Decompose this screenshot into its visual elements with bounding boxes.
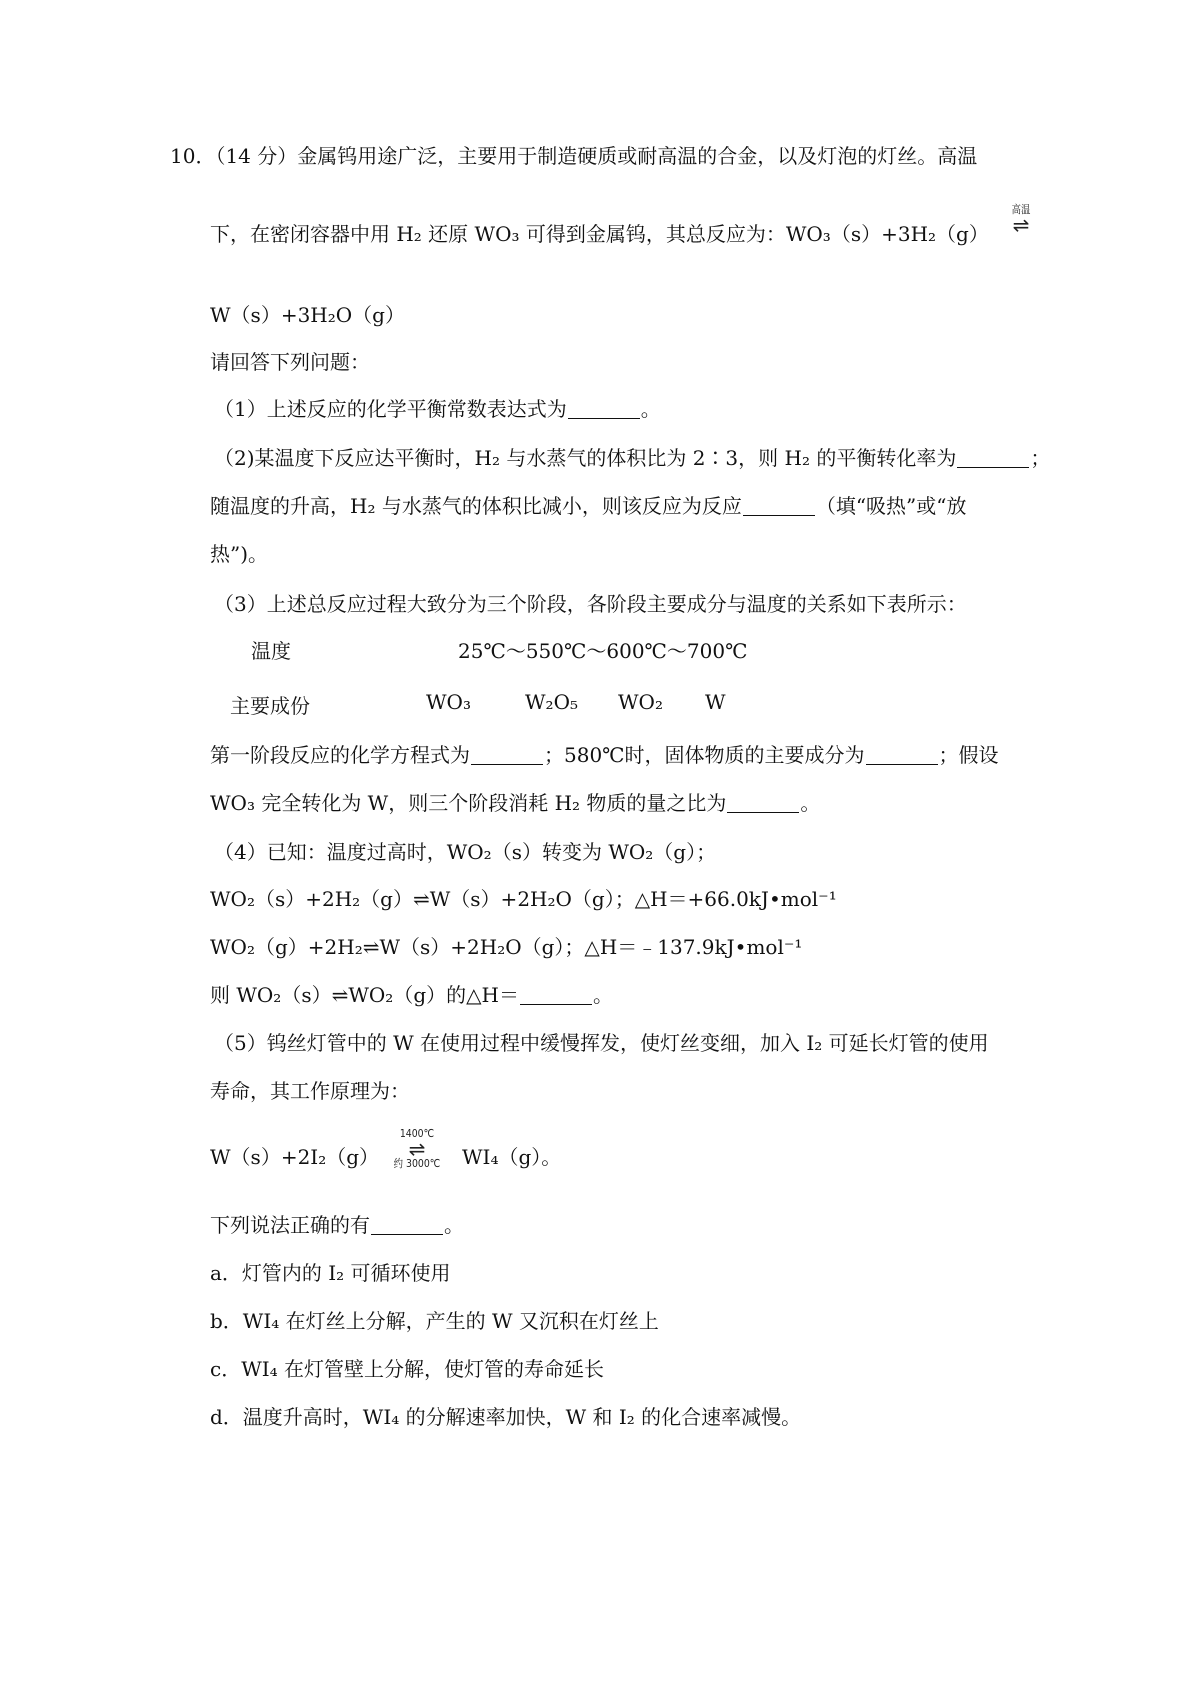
answer-blank[interactable] — [727, 794, 799, 813]
question-number: 10 — [170, 144, 196, 168]
answer-blank[interactable] — [520, 986, 592, 1005]
equilibrium-arrow-icon: ⇌ — [1012, 213, 1030, 237]
table-comp-label: 主要成份 — [230, 694, 310, 718]
option-d: d．温度升高时，WI₄ 的分解速率加快，W 和 I₂ 的化合速率减慢。 — [210, 1405, 802, 1429]
condition-label: 高温 — [1011, 203, 1031, 216]
condition-top: 1400℃ — [399, 1127, 435, 1140]
answer-blank[interactable] — [371, 1216, 443, 1235]
option-a: a．灯管内的 I₂ 可循环使用 — [210, 1261, 451, 1285]
part2-line-2: 随温度的升高，H₂ 与水蒸气的体积比减小，则该反应为反应 （填“吸热”或“放 — [210, 494, 967, 518]
table-comp-wo3: WO₃ — [426, 690, 471, 714]
condition-bottom: 约 3000℃ — [393, 1157, 441, 1170]
part3-question-line-2: WO₃ 完全转化为 W，则三个阶段消耗 H₂ 物质的量之比为 。 — [210, 791, 821, 815]
part4-equation-1: WO₂（s）+2H₂（g）⇌W（s）+2H₂O（g）；△H＝+66.0kJ•mol⁻¹ — [210, 887, 837, 911]
equilibrium-condition-arrow — [1002, 203, 1040, 237]
part3-question-line-1: 第一阶段反应的化学方程式为 ；580℃时，固体物质的主要成分为 ；假设 — [210, 743, 999, 767]
answer-blank[interactable] — [743, 497, 815, 516]
option-b: b．WI₄ 在灯丝上分解，产生的 W 又沉积在灯丝上 — [210, 1309, 659, 1333]
answer-blank[interactable] — [568, 400, 640, 419]
part4-equation-2: WO₂（g）+2H₂⇌W（s）+2H₂O（g）；△H＝﹣137.9kJ•mol⁻¹ — [210, 935, 803, 959]
answer-blank[interactable] — [957, 449, 1029, 468]
equilibrium-arrow-icon: ⇌ — [408, 1137, 426, 1161]
table-comp-wo2: WO₂ — [618, 690, 663, 714]
part5-equation-right: WI₄（g）。 — [462, 1145, 562, 1169]
question-line-1: 10．（14 分）金属钨用途广泛，主要用于制造硬质或耐高温的合金，以及灯泡的灯丝。高温 — [170, 144, 978, 168]
option-c: c．WI₄ 在灯管壁上分解，使灯管的寿命延长 — [210, 1357, 605, 1381]
part5-line-1: （5）钨丝灯管中的 W 在使用过程中缓慢挥发，使灯丝变细，加入 I₂ 可延长灯管的使用 — [214, 1031, 989, 1055]
part4-intro: （4）已知：温度过高时，WO₂（s）转变为 WO₂（g）； — [214, 840, 717, 864]
question-prompt: 请回答下列问题： — [210, 350, 370, 374]
question-intro-1: 金属钨用途广泛，主要用于制造硬质或耐高温的合金，以及灯泡的灯丝。高温 — [297, 144, 978, 168]
table-temp-values: 25℃～550℃～600℃～700℃ — [458, 639, 748, 663]
table-comp-w: W — [705, 690, 726, 714]
part3-intro: （3）上述总反应过程大致分为三个阶段，各阶段主要成分与温度的关系如下表所示： — [214, 592, 967, 616]
part5-line-2: 寿命，其工作原理为： — [210, 1079, 410, 1103]
part2-line-3: 热”)。 — [210, 542, 269, 566]
table-comp-w2o5: W₂O₅ — [525, 690, 578, 714]
part2-line-1: （2)某温度下反应达平衡时，H₂ 与水蒸气的体积比为 2∶3，则 H₂ 的平衡转化率为 ； — [214, 446, 1051, 470]
question-intro-3: W（s）+3H₂O（g） — [210, 303, 405, 327]
part1-line: （1）上述反应的化学平衡常数表达式为 。 — [214, 397, 661, 421]
part4-question: 则 WO₂（s）⇌WO₂（g）的△H＝ 。 — [210, 983, 613, 1007]
answer-blank[interactable] — [866, 746, 938, 765]
answer-blank[interactable] — [471, 746, 543, 765]
part5-question: 下列说法正确的有 。 — [210, 1213, 464, 1237]
question-intro-2: 下，在密闭容器中用 H₂ 还原 WO₃ 可得到金属钨，其总反应为：WO₃（s）+3H₂（g） — [210, 222, 989, 246]
part5-equilibrium-condition — [377, 1128, 457, 1170]
table-temp-label: 温度 — [251, 639, 291, 663]
question-points: （14 分） — [215, 144, 298, 168]
part5-equation-left: W（s）+2I₂（g） — [210, 1145, 380, 1169]
